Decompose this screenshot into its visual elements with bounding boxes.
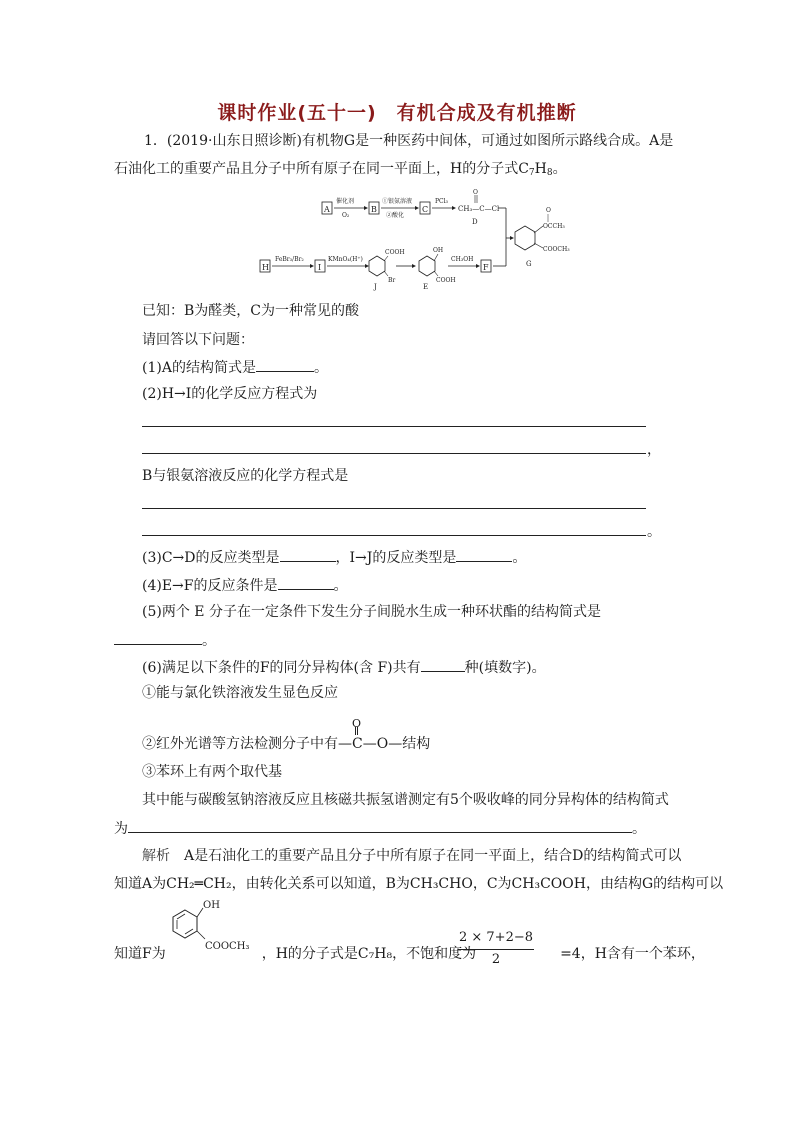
part-7-answer — [114, 818, 646, 839]
part-3 — [142, 547, 526, 568]
part-5: (5)两个 E 分子在一定条件下发生分子间脱水生成一种环状酯的结构简式是 — [142, 604, 601, 620]
condition-2 — [142, 717, 431, 754]
answer-line-2c[interactable] — [142, 508, 646, 509]
double-bond — [355, 727, 358, 735]
condition-3: ③苯环上有两个取代基 — [142, 764, 282, 780]
D-carbonyl-o: O — [473, 189, 478, 196]
part-5-answer — [114, 630, 216, 651]
answer-line-2b[interactable] — [142, 453, 646, 454]
answer-line-2a[interactable] — [142, 426, 646, 427]
answer-blank-3b[interactable] — [456, 547, 512, 562]
ester-left: —C— — [338, 736, 377, 752]
condition-febr3: FeBr₃/Br₂ — [275, 256, 304, 263]
punctuation: 。 — [333, 578, 348, 594]
period: 。 — [647, 524, 661, 540]
F-hydroxyl: OH — [203, 900, 220, 911]
part-2: (2)H→I的化学反应方程式为 — [142, 386, 318, 402]
condition-acidify: ②酸化 — [386, 212, 405, 219]
condition-o2: O₂ — [342, 212, 350, 219]
condition-catalyst: 催化剂 — [336, 198, 355, 205]
ester-fragment — [338, 717, 403, 754]
condition-1: ①能与氯化铁溶液发生显色反应 — [142, 685, 338, 701]
punctuation: 。 — [632, 821, 646, 837]
compound-E-label: E — [423, 283, 429, 291]
compound-H-box: H — [262, 263, 269, 272]
compound-F-box: F — [483, 263, 489, 272]
part-3-text-2: ，I→J的反应类型是 — [335, 550, 457, 566]
part-6 — [142, 657, 546, 678]
G-methyl-ester: COOCH₃ — [543, 246, 570, 253]
condition-pcl3: PCl₃ — [435, 198, 448, 205]
F-methyl-ester: COOCH₃ — [205, 941, 250, 952]
compound-D-label: D — [472, 218, 478, 226]
compound-A-box: A — [324, 205, 330, 214]
subscript: 7 — [528, 168, 535, 178]
fraction-denominator: 2 — [491, 952, 501, 967]
ester-right: O— — [376, 736, 403, 752]
answer-blank-4[interactable] — [278, 575, 334, 590]
E-carboxyl: COOH — [436, 277, 456, 284]
analysis-label: 解析 — [142, 848, 170, 864]
J-bromo: Br — [388, 277, 396, 284]
analysis-text-3c: =4，H含有一个苯环， — [560, 946, 705, 962]
compound-G-label: G — [526, 260, 532, 268]
part-2b: B与银氨溶液反应的化学方程式是 — [142, 468, 349, 484]
analysis-line-2: 知道A为CH₂═CH₂，由转化关系可以知道，B为CH₃CHO，C为CH₃COOH，由结构G的结构可以 — [114, 876, 724, 892]
subscript: 8 — [546, 168, 553, 178]
compound-I-box: I — [318, 263, 322, 272]
part-1 — [142, 357, 328, 378]
condition-silver-ammonia: ①银氨溶液 — [382, 198, 413, 205]
E-hydroxyl: OH — [433, 247, 444, 254]
question-1-text: 石油化工的重要产品且分子中所有原子在同一平面上，H的分子式C — [114, 161, 529, 177]
formula-text: H — [534, 161, 547, 177]
comma: ， — [647, 442, 661, 458]
analysis-text-3b: ，H的分子式是C₇H₈，不饱和度为 — [261, 946, 477, 962]
question-1-line-2 — [114, 159, 567, 183]
analysis-text-1: A是石油化工的重要产品且分子中所有原子在同一平面上，结合D的结构简式可以 — [184, 848, 682, 864]
G-carbonyl-o: O — [546, 207, 551, 214]
condition-2-tail: 结构 — [402, 736, 431, 752]
condition-methanol: CH₃OH — [451, 256, 474, 263]
part-6-text-2: 种(填数字)。 — [464, 660, 546, 676]
punctuation: 。 — [313, 360, 328, 376]
fraction-numerator: 2 × 7+2−8 — [458, 930, 534, 945]
compound-J-label: J — [374, 283, 377, 291]
compound-D-formula: CH₃—C—Cl — [458, 205, 500, 213]
punctuation: 。 — [512, 550, 527, 566]
compound-C-box: C — [422, 205, 429, 214]
J-carboxyl: COOH — [385, 249, 405, 256]
answer-blank-5[interactable] — [114, 630, 202, 645]
page-title: 课时作业(五十一) 有机合成及有机推断 — [217, 102, 577, 124]
fraction-bar — [458, 949, 534, 950]
synthesis-scheme — [250, 186, 580, 296]
compound-B-box: B — [371, 205, 377, 214]
punctuation: 。 — [202, 633, 216, 649]
part-7: 其中能与碳酸氢钠溶液反应且核磁共振氢谱测定有5个吸收峰的同分异构体的结构简式 — [142, 792, 669, 808]
F-structure — [165, 896, 265, 966]
punctuation: 。 — [552, 161, 567, 177]
part-4-text: (4)E→F的反应条件是 — [142, 578, 278, 594]
answer-blank-3a[interactable] — [280, 547, 336, 562]
question-prompt: 请回答以下问题： — [142, 332, 254, 348]
answer-blank-7[interactable] — [128, 818, 632, 833]
part-1-text: (1)A的结构简式是 — [142, 360, 256, 376]
part-7-text: 为 — [114, 821, 128, 837]
condition-2-text: ②红外光谱等方法检测分子中有 — [142, 736, 338, 752]
G-ester-group: OCCH₃ — [543, 223, 565, 230]
part-3-text: (3)C→D的反应类型是 — [142, 550, 280, 566]
analysis-text-3a: 知道F为 — [114, 946, 166, 962]
answer-blank-1[interactable] — [256, 357, 314, 372]
analysis-line-1 — [142, 846, 681, 866]
answer-blank-6[interactable] — [421, 657, 465, 672]
part-6-text: (6)满足以下条件的F的同分异构体(含 F)共有 — [142, 660, 421, 676]
ester-o: O — [352, 717, 362, 730]
condition-kmno4: KMnO₄(H⁺) — [328, 256, 363, 263]
known-info: 已知：B为醛类，C为一种常见的酸 — [142, 303, 359, 319]
question-1-line-1: 1．(2019·山东日照诊断)有机物G是一种医药中间体，可通过如图所示路线合成。A是 — [144, 133, 674, 149]
answer-line-2d[interactable] — [142, 535, 646, 536]
part-4 — [142, 575, 348, 596]
